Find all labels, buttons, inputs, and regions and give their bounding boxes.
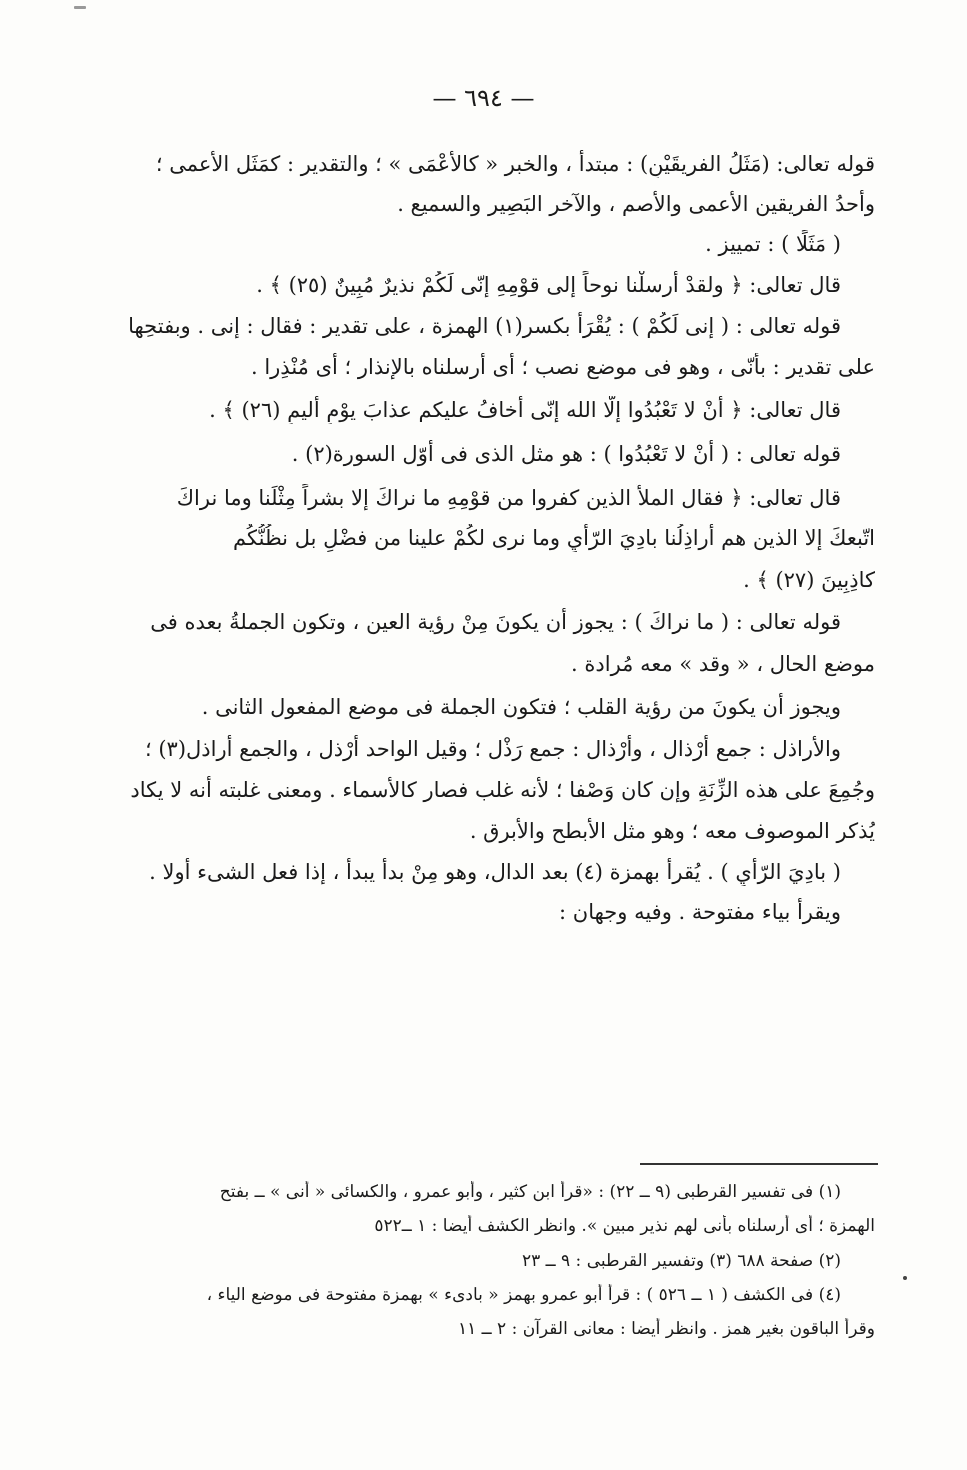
text-line: وأحدُ الفريقين الأعمى والأصم ، والآخر البَصِير والسميع . xyxy=(397,192,875,216)
text-line: ويجوز أن يكونَ من رؤية القلب ؛ فتكون الجملة فى موضع المفعول الثانى . xyxy=(201,695,841,719)
main-text xyxy=(95,150,875,926)
page-number: — ٦٩٤ — xyxy=(432,84,535,112)
text-line: ( بادِيَ الرّأْيِ ) . يُقرأ بهمزة (٤) بعد الدال، وهو مِنْ بدأ يبدأ ، إذا فعل الشىء أولا . xyxy=(149,860,841,884)
footnote-line: (٤) فى الكشف ( ١ ــ ٥٢٦ ) : قرأ أبو عمرو بهمز « بادىء » بهمزة مفتوحة فى موضع الياء ، xyxy=(206,1285,841,1305)
scan-speck xyxy=(903,1276,907,1280)
text-line: اتّبعكَ إلا الذين هم أراذِلُنا بادِيَ الرّأْيِ وما نرى لكُمْ علينا من فضْلٍ بل نظُنُّكُم xyxy=(233,526,875,550)
text-line: ( مَثَلًا ) : تمييز . xyxy=(705,232,841,256)
scan-speck xyxy=(74,6,86,9)
text-line: كاذِبِينَ (٢٧) ﴾ . xyxy=(743,568,875,592)
footnote-line: (٢) صفحة ٦٨٨ (٣) وتفسير القرطبى : ٩ ــ ٢٣ xyxy=(521,1251,841,1271)
footnote-line: وقرأ الباقون بغير همز . وانظر أيضا : معانى القرآن : ٢ ــ ١١ xyxy=(458,1319,875,1339)
text-line: يُذكر الموصوف معه ؛ وهو مثل الأبطح والأبرق . xyxy=(469,819,875,843)
footnote-separator xyxy=(640,1163,878,1165)
footnote-line: الهمزة ؛ أى أرسلناه بأنى لهم نذير مبين ». وانظر الكشف أيضا : ١ ــ٥٢٢ xyxy=(374,1216,875,1236)
text-line: قال تعالى: ﴿ فقال الملأُ الذين كفروا من قوْمِهِ ما نراكَ إلا بشراً مِثْلَنا وما نراكَ xyxy=(176,486,841,510)
text-line: والأراذل : جمع أرْذال ، وأرْذال : جمع رَذْل ؛ وقيل الواحد أرْذل ، والجمع أراذل(٣) ؛ xyxy=(145,737,841,761)
text-line: على تقدير : بأنّى ، وهو فى موضع نصب ؛ أى أرسلناه بالإنذار ؛ أى مُنْذِرا . xyxy=(250,355,875,379)
footnote-line: (١) فى تفسير القرطبى (٩ ــ ٢٢) : «قرأ ابن كثير ، وأبو عمرو ، والكسائى « أنى » ــ بفتح xyxy=(219,1182,841,1202)
text-line: موضع الحال ، « وقد » معه مُرادة . xyxy=(571,652,875,676)
text-line: وجُمِعَ على هذه الزِّنَةِ وإن كان وَصْفا ؛ لأنه غلب فصار كالأسماء . ومعنى غلبته أنه لا يكاد xyxy=(130,778,875,802)
text-line: قال تعالى: ﴿ ولقدْ أرسلْنا نوحاً إلى قوْمِهِ إنّى لَكُمْ نذيرٌ مُبِينٌ (٢٥) ﴾ . xyxy=(256,273,841,297)
text-line: قال تعالى: ﴿ أنْ لا تَعْبُدُوا إلّا الله إنّى أخافُ عليكم عذابَ يوْمٍ أليمٍ (٢٦) ﴾ . xyxy=(209,398,841,422)
text-line: قوله تعالى : ( ما نراكَ ) : يجوز أن يكونَ مِنْ رؤية العين ، وتكون الجملةُ بعده فى xyxy=(150,610,841,634)
text-line: قوله تعالى : ( إنى لَكُمْ ) : يُقْرَأُ بكسر(١) الهمزة ، على تقدير : فقال : إنى . وبفتحِها xyxy=(128,314,841,338)
text-line: قوله تعالى : ( أنْ لا تَعْبُدُوا ) : هو مثل الذى فى أوّل السورة(٢) . xyxy=(291,442,841,466)
text-line: قوله تعالى: (مَثَلُ الفريقَيْنِ) : مبتدأ ، والخبر « كالأعْمَى » ؛ والتقدير : كمَثَل الأعمى ؛ xyxy=(155,152,875,176)
footnotes xyxy=(95,1181,875,1340)
text-line: ويقرأ بياء مفتوحة . وفيه وجهان : xyxy=(559,900,841,924)
